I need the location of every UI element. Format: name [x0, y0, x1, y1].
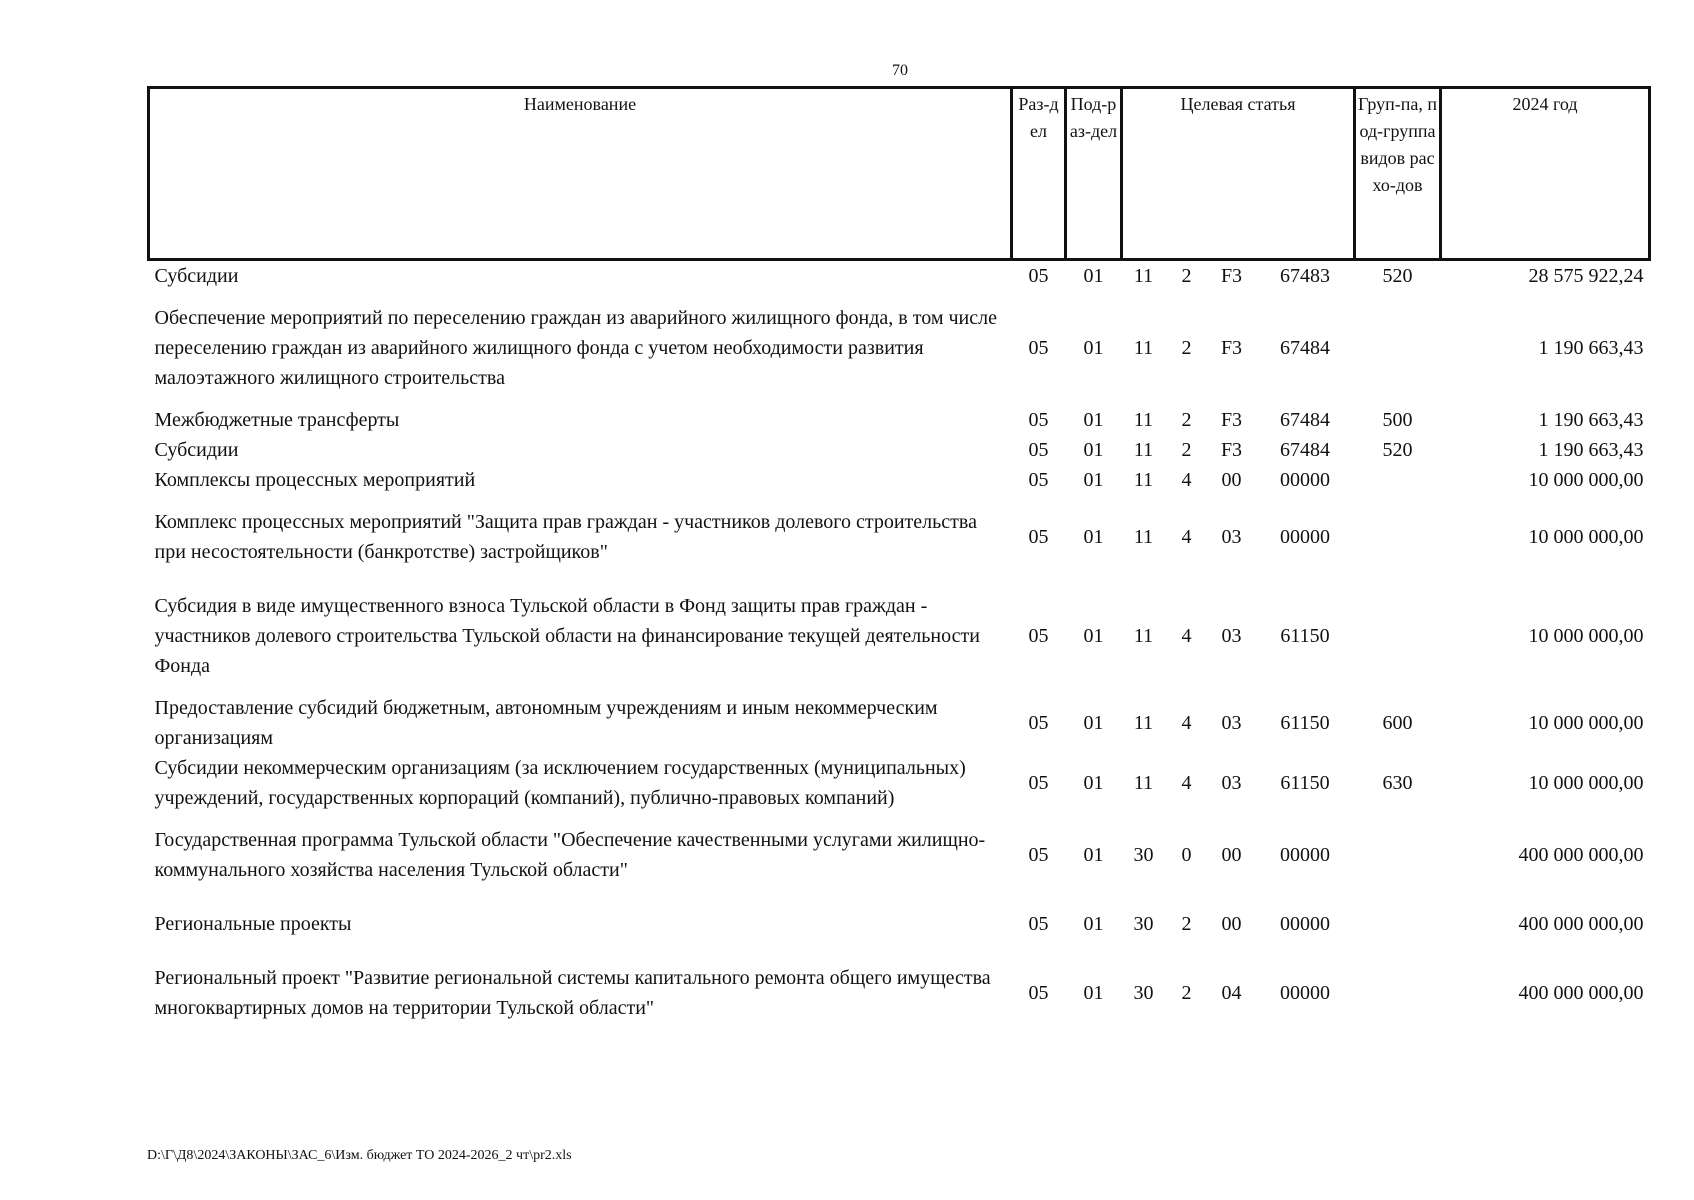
- row-razdel: 05: [1028, 913, 1049, 935]
- row-target-2: 2: [1181, 265, 1192, 287]
- row-razdel: 05: [1028, 337, 1049, 359]
- row-sum: 10 000 000,00: [1528, 526, 1644, 548]
- row-vid: [1355, 951, 1441, 1035]
- row-name: Субсидии: [154, 265, 239, 287]
- row-target-3: 04: [1221, 982, 1242, 1004]
- row-podrazdel: 01: [1083, 712, 1104, 734]
- row-name: Субсидии некоммерческим организациям (за исключением государственных (муниципальных) учреждений, государственных корпораций (компаний), публично-правовых компаний): [154, 757, 966, 809]
- row-target-3: 03: [1221, 625, 1242, 647]
- row-target-4: 67483: [1280, 265, 1330, 287]
- row-target-4: 00000: [1280, 913, 1330, 935]
- row-target-2: 0: [1181, 844, 1192, 866]
- row-vid: 520: [1382, 439, 1413, 461]
- row-target-3: 00: [1221, 844, 1242, 866]
- row-target-4: 00000: [1280, 526, 1330, 548]
- row-target-3: F3: [1220, 409, 1243, 431]
- row-sum: 1 190 663,43: [1538, 337, 1644, 359]
- row-target-2: 2: [1181, 409, 1192, 431]
- budget-table-container: [147, 86, 1648, 1035]
- row-target-3: 03: [1221, 772, 1242, 794]
- row-sum: 400 000 000,00: [1518, 844, 1644, 866]
- row-vid: 520: [1382, 265, 1413, 287]
- row-sum: 400 000 000,00: [1518, 982, 1644, 1004]
- row-sum: 1 190 663,43: [1538, 409, 1644, 431]
- row-razdel: 05: [1028, 439, 1049, 461]
- row-podrazdel: 01: [1083, 913, 1104, 935]
- row-target-1: 30: [1133, 844, 1154, 866]
- row-target-1: 30: [1133, 913, 1154, 935]
- header-target: Целевая статья: [1122, 88, 1355, 260]
- table-row: [149, 813, 1650, 897]
- table-body: [149, 260, 1650, 1036]
- row-vid: 600: [1382, 712, 1413, 734]
- row-target-4: 61150: [1280, 625, 1330, 647]
- row-vid: [1355, 579, 1441, 693]
- row-target-4: 61150: [1280, 772, 1330, 794]
- row-name: Субсидия в виде имущественного взноса Тульской области в Фонд защиты прав граждан - участников долевого строительства Тульской области на финансирование текущей деятельности Фонда: [154, 595, 980, 677]
- row-target-4: 61150: [1280, 712, 1330, 734]
- row-target-1: 11: [1133, 469, 1154, 491]
- row-name: Предоставление субсидий бюджетным, автономным учреждениям и иным некоммерческим организациям: [154, 697, 938, 749]
- row-razdel: 05: [1028, 712, 1049, 734]
- row-vid: [1355, 291, 1441, 405]
- row-target-1: 11: [1133, 772, 1154, 794]
- row-target-1: 11: [1133, 337, 1154, 359]
- table-row: [149, 405, 1650, 435]
- row-target-4: 67484: [1280, 337, 1330, 359]
- header-podrazdel: Под-раз-дел: [1066, 88, 1122, 260]
- row-target-2: 4: [1181, 526, 1192, 548]
- row-vid: 500: [1382, 409, 1413, 431]
- row-target-4: 67484: [1280, 439, 1330, 461]
- row-target-2: 4: [1181, 712, 1192, 734]
- row-vid: 630: [1382, 772, 1413, 794]
- table-row: [149, 579, 1650, 693]
- row-name: Государственная программа Тульской области "Обеспечение качественными услугами жилищно-коммунального хозяйства населения Тульской области": [154, 829, 986, 881]
- row-target-2: 4: [1181, 625, 1192, 647]
- row-name: Обеспечение мероприятий по переселению граждан из аварийного жилищного фонда, в том числе переселению граждан из аварийного жилищного фонда с учетом необходимости развития малоэтажного жилищного строительства: [154, 307, 997, 389]
- row-target-3: F3: [1220, 265, 1243, 287]
- row-target-1: 11: [1133, 265, 1154, 287]
- row-sum: 1 190 663,43: [1538, 439, 1644, 461]
- row-target-2: 2: [1181, 439, 1192, 461]
- table-row: [149, 753, 1650, 813]
- row-target-4: 00000: [1280, 469, 1330, 491]
- row-target-1: 11: [1133, 526, 1154, 548]
- row-razdel: 05: [1028, 409, 1049, 431]
- row-podrazdel: 01: [1083, 409, 1104, 431]
- row-target-1: 11: [1133, 409, 1154, 431]
- row-vid: [1355, 465, 1441, 495]
- row-razdel: 05: [1028, 469, 1049, 491]
- header-name: Наименование: [149, 88, 1012, 260]
- row-target-2: 2: [1181, 982, 1192, 1004]
- row-target-4: 00000: [1280, 844, 1330, 866]
- row-sum: 10 000 000,00: [1528, 625, 1644, 647]
- row-vid: [1355, 897, 1441, 951]
- table-row: [149, 951, 1650, 1035]
- header-vid: Груп-па, под-группа видов расхо-дов: [1355, 88, 1441, 260]
- row-podrazdel: 01: [1083, 337, 1104, 359]
- row-target-2: 2: [1181, 337, 1192, 359]
- page-number: 70: [892, 62, 908, 79]
- row-name: Субсидии: [154, 439, 239, 461]
- row-target-3: F3: [1220, 439, 1243, 461]
- row-razdel: 05: [1028, 982, 1049, 1004]
- row-target-2: 4: [1181, 772, 1192, 794]
- table-header: [149, 88, 1650, 260]
- table-row: [149, 465, 1650, 495]
- row-target-1: 11: [1133, 625, 1154, 647]
- row-target-2: 2: [1181, 913, 1192, 935]
- row-razdel: 05: [1028, 526, 1049, 548]
- row-razdel: 05: [1028, 772, 1049, 794]
- row-podrazdel: 01: [1083, 439, 1104, 461]
- table-row: [149, 897, 1650, 951]
- row-podrazdel: 01: [1083, 469, 1104, 491]
- row-vid: [1355, 813, 1441, 897]
- table-row: [149, 495, 1650, 579]
- row-name: Комплексы процессных мероприятий: [154, 469, 476, 491]
- row-podrazdel: 01: [1083, 625, 1104, 647]
- row-razdel: 05: [1028, 844, 1049, 866]
- row-name: Комплекс процессных мероприятий "Защита прав граждан - участников долевого строительства при несостоятельности (банкротстве) застройщиков": [154, 511, 977, 563]
- row-vid: [1355, 495, 1441, 579]
- row-podrazdel: 01: [1083, 526, 1104, 548]
- row-sum: 10 000 000,00: [1528, 712, 1644, 734]
- row-podrazdel: 01: [1083, 982, 1104, 1004]
- row-target-1: 11: [1133, 712, 1154, 734]
- row-target-2: 4: [1181, 469, 1192, 491]
- row-podrazdel: 01: [1083, 844, 1104, 866]
- row-sum: 10 000 000,00: [1528, 469, 1644, 491]
- row-target-1: 11: [1133, 439, 1154, 461]
- row-razdel: 05: [1028, 625, 1049, 647]
- row-target-1: 30: [1133, 982, 1154, 1004]
- row-target-3: 03: [1221, 526, 1242, 548]
- budget-table: [147, 86, 1651, 1035]
- row-target-3: 00: [1221, 913, 1242, 935]
- row-razdel: 05: [1028, 265, 1049, 287]
- row-target-3: F3: [1220, 337, 1243, 359]
- header-razdel: Раз-дел: [1012, 88, 1066, 260]
- file-path-footer: D:\Г\Д8\2024\ЗАКОНЫ\ЗАС_6\Изм. бюджет ТО 2024-2026_2 чт\pr2.xls: [147, 1148, 572, 1163]
- table-row: [149, 260, 1650, 292]
- row-target-4: 00000: [1280, 982, 1330, 1004]
- row-target-3: 00: [1221, 469, 1242, 491]
- header-year: 2024 год: [1441, 88, 1650, 260]
- row-podrazdel: 01: [1083, 265, 1104, 287]
- row-target-3: 03: [1221, 712, 1242, 734]
- row-name: Межбюджетные трансферты: [154, 409, 400, 431]
- row-name: Региональный проект "Развитие региональной системы капитального ремонта общего имущества многоквартирных домов на территории Тульской области": [154, 967, 991, 1019]
- row-target-4: 67484: [1280, 409, 1330, 431]
- table-row: [149, 693, 1650, 753]
- row-sum: 28 575 922,24: [1528, 265, 1644, 287]
- row-sum: 10 000 000,00: [1528, 772, 1644, 794]
- row-sum: 400 000 000,00: [1518, 913, 1644, 935]
- row-name: Региональные проекты: [154, 913, 352, 935]
- table-row: [149, 291, 1650, 405]
- table-row: [149, 435, 1650, 465]
- row-podrazdel: 01: [1083, 772, 1104, 794]
